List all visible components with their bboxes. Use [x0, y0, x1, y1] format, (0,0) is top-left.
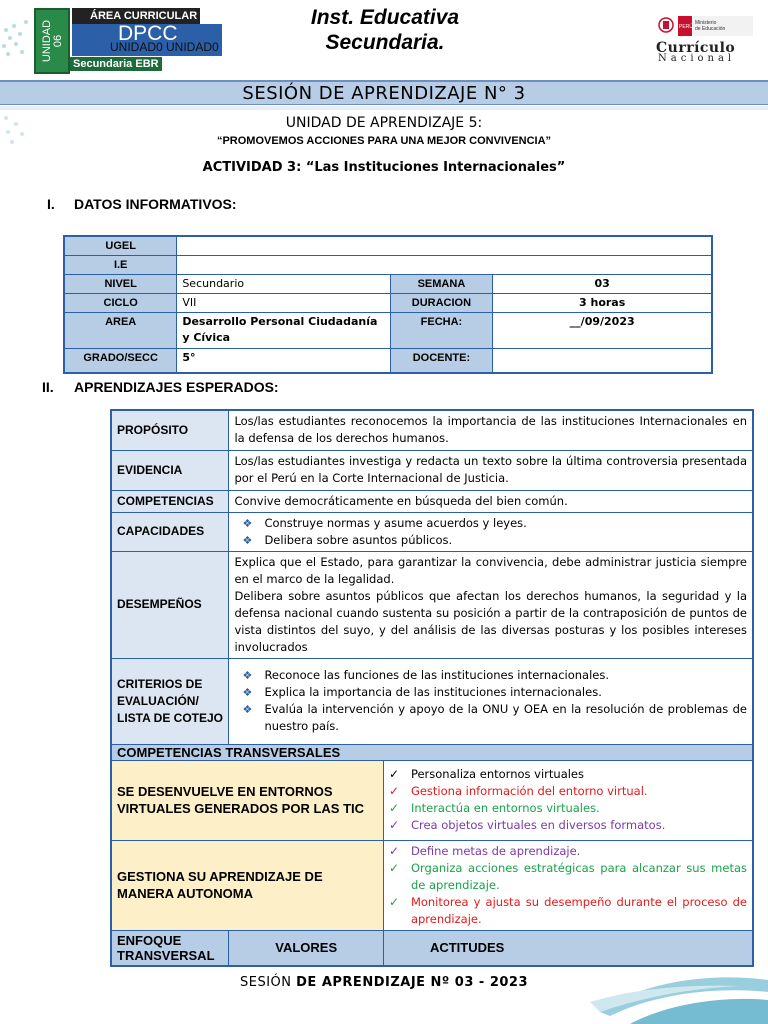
- section-datos-heading: I. DATOS INFORMATIVOS:: [47, 196, 237, 212]
- criterios-value: [229, 658, 753, 744]
- area-label: AREA: [64, 313, 177, 349]
- level-badge: Secundaria EBR: [70, 57, 162, 71]
- list-item: ✓ Monitorea y ajusta su desempeño durante el proceso de aprendizaje.: [388, 894, 747, 926]
- criterios-label: CRITERIOS DE EVALUACIÓN/ LISTA DE COTEJO: [111, 658, 229, 744]
- area-code: DPCC: [118, 22, 178, 45]
- diamond-bullet-icon: ❖: [242, 669, 253, 682]
- nacional-logo-text: Nacional: [658, 53, 736, 64]
- fecha-value: __/09/2023: [493, 313, 712, 349]
- area-value: Desarrollo Personal Ciudadanía y Cívica: [177, 313, 390, 349]
- proposito-value: Los/las estudiantes reconocemos la importancia de las instituciones Internacionales en la defensa de los derechos humanos.: [229, 410, 753, 450]
- session-title: SESIÓN DE APRENDIZAJE N° 3: [0, 80, 768, 105]
- valores-label: VALORES: [229, 930, 384, 966]
- nivel-value: Secundario: [177, 275, 390, 294]
- gestiona-items: [383, 840, 753, 930]
- datos-table: [63, 235, 713, 374]
- footer-session: SESIÓN DE APRENDIZAJE Nº 03 - 2023: [239, 975, 529, 990]
- proposito-label: PROPÓSITO: [111, 410, 229, 450]
- gestiona-label: GESTIONA SU APRENDIZAJE DE MANERA AUTONOMA: [111, 840, 383, 930]
- desempenos-label: DESEMPEÑOS: [111, 551, 229, 658]
- fecha-label: FECHA:: [390, 313, 493, 349]
- check-icon: ✓: [388, 801, 399, 815]
- duracion-label: DURACION: [390, 294, 493, 313]
- list-item: ✓ Gestiona información del entorno virtual.: [388, 784, 648, 798]
- list-item: ❖ Construye normas y asume acuerdos y leyes.: [242, 515, 527, 530]
- desempenos-value: Explica que el Estado, para garantizar la convivencia, debe administrar justicia siempre en el marco de la legalidad. Delibera sobre asuntos públicos que afectan los derechos humanos, la seguridad y la defensa nacional cuando sustenta su posición a partir de la contraposición de puntos de vista distintos del suyo, y del análisis de las diversas posturas y los posibles intereses involucrados: [229, 551, 753, 658]
- list-item: ✓ Crea objetos virtuales en diversos formatos.: [388, 818, 666, 832]
- list-item: ❖ Explica la importancia de las instituciones internacionales.: [242, 685, 602, 699]
- ugel-value: [177, 236, 712, 256]
- competencias-value: Convive democráticamente en búsqueda del bien común.: [229, 490, 753, 512]
- unidad-titulo: “PROMOVEMOS ACCIONES PARA UNA MEJOR CONVIVENCIA”: [216, 135, 552, 147]
- curriculo-logo-text: Currículo: [656, 40, 736, 56]
- enfoque-label: ENFOQUE TRANSVERSAL: [111, 930, 229, 966]
- ciclo-value: VII: [177, 294, 390, 313]
- ie-label: I.E: [64, 256, 177, 275]
- unidad-aprendizaje: UNIDAD DE APRENDIZAJE 5:: [285, 115, 483, 131]
- capacidades-value: [229, 512, 753, 551]
- evidencia-value: Los/las estudiantes investiga y redacta un texto sobre la última controversia presentada por el Perú en la Corte Internacional de Justicia.: [229, 450, 753, 490]
- semana-value: 03: [493, 275, 712, 294]
- check-icon: ✓: [388, 818, 399, 832]
- list-item: ❖ Delibera sobre asuntos públicos.: [242, 532, 453, 547]
- grado-label: GRADO/SECC: [64, 349, 177, 373]
- diamond-bullet-icon: ❖: [242, 686, 253, 699]
- svg-text:PERÚ: PERÚ: [679, 24, 693, 30]
- semana-label: SEMANA: [390, 275, 493, 294]
- duracion-value: 3 horas: [493, 294, 712, 313]
- banner-stripe: [0, 106, 768, 110]
- check-icon: ✓: [388, 767, 399, 781]
- actitudes-label: ACTITUDES: [383, 930, 753, 966]
- diamond-bullet-icon: ❖: [242, 703, 253, 716]
- svg-text:Ministerio: Ministerio: [695, 20, 717, 26]
- check-icon: ✓: [388, 843, 399, 858]
- list-item: ❖ Reconoce las funciones de las instituciones internacionales.: [242, 668, 609, 682]
- grado-value: 5°: [177, 349, 390, 373]
- docente-label: DOCENTE:: [390, 349, 493, 373]
- diamond-bullet-icon: ❖: [242, 516, 253, 530]
- ciclo-label: CICLO: [64, 294, 177, 313]
- ie-value: [177, 256, 712, 275]
- docente-value: [493, 349, 712, 373]
- list-item: ✓ Personaliza entornos virtuales: [388, 767, 584, 781]
- unidad-label: UNIDAD 06: [41, 19, 64, 63]
- tic-items: [383, 760, 753, 840]
- aprendizajes-table: [110, 409, 754, 967]
- capacidades-label: CAPACIDADES: [111, 512, 229, 551]
- unidad-overlay-text: UNIDAD0 UNIDAD0: [110, 40, 219, 54]
- diamond-bullet-icon: ❖: [242, 533, 253, 547]
- list-item: ❖ Evalúa la intervención y apoyo de la ONU y OEA en la resolución de problemas de nuestro país.: [242, 702, 747, 733]
- section-aprendizajes-heading: II. APRENDIZAJES ESPERADOS:: [42, 379, 279, 395]
- check-icon: ✓: [388, 894, 399, 909]
- actividad-title: ACTIVIDAD 3: “Las Instituciones Internacionales”: [202, 160, 566, 175]
- competencias-label: COMPETENCIAS: [111, 490, 229, 512]
- svg-text:de Educación: de Educación: [695, 26, 726, 32]
- list-item: ✓ Organiza acciones estratégicas para alcanzar sus metas de aprendizaje.: [388, 860, 747, 892]
- list-item: ✓ Define metas de aprendizaje.: [388, 843, 581, 858]
- list-item: ✓ Interactúa en entornos virtuales.: [388, 801, 600, 815]
- nivel-label: NIVEL: [64, 275, 177, 294]
- evidencia-label: EVIDENCIA: [111, 450, 229, 490]
- transversales-header: COMPETENCIAS TRANSVERSALES: [111, 744, 753, 760]
- institution-title: Inst. Educativa Secundaria.: [310, 6, 460, 54]
- ugel-label: UGEL: [64, 236, 177, 256]
- minedu-logo: [658, 14, 758, 38]
- check-icon: ✓: [388, 860, 399, 875]
- area-curricular-bar: ÁREA CURRICULAR: [72, 8, 200, 24]
- tic-label: SE DESENVUELVE EN ENTORNOS VIRTUALES GENERADOS POR LAS TIC: [111, 760, 383, 840]
- check-icon: ✓: [388, 784, 399, 798]
